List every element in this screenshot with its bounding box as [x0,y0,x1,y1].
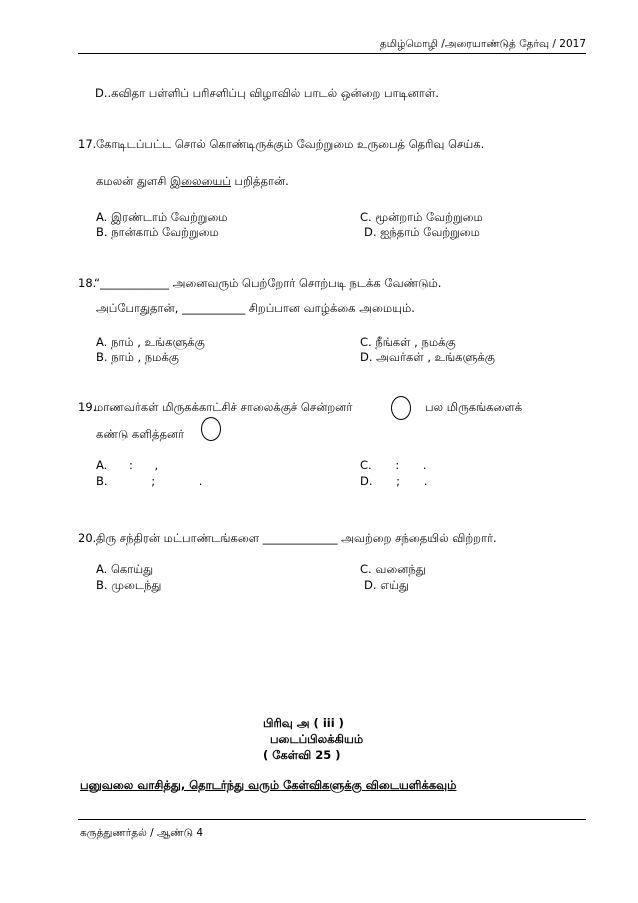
q18-number: 18. [78,276,97,290]
q18-option-c[interactable]: C. நீங்கள் , நமக்கு [360,335,456,349]
q18-option-a[interactable]: A. நாம் , உங்களுக்கு [96,335,205,349]
q19-blank-circle-1[interactable] [391,396,411,420]
q17-sentence-post: பறித்தான். [230,174,289,188]
q20-number: 20. [78,531,97,545]
section-title: பிரிவு அ ( iii ) [263,716,344,730]
q17-option-d[interactable]: D. ஐந்தாம் வேற்றுமை [364,225,480,239]
q19-line2: கண்டு களித்தனர் [96,427,185,441]
q18-line2: அப்போதுதான், ___________ சிறப்பான வாழ்க்கை அமையும். [96,301,415,315]
q19-option-c[interactable]: C. : . [360,458,427,472]
q17-question: கோடிடப்பட்ட சொல் கொண்டிருக்கும் வேற்றுமை உருபைத் தெரிவு செய்க. [96,137,485,151]
q19-blank-circle-2[interactable] [201,417,221,441]
section-instruction: பனுவலை வாசித்து, தொடர்ந்து வரும் கேள்விகளுக்கு விடையளிக்கவும் [80,778,457,792]
q20-question: திரு சந்திரன் மட்பாண்டங்களை _____________ அவற்றை சந்தையில் விற்றார். [96,531,497,545]
section-subtitle: படைப்பிலக்கியம் [270,732,364,746]
q20-option-c[interactable]: C. வனைந்து [360,562,426,576]
q17-underlined-word: இலையைப் [169,174,231,188]
section-marks: ( கேள்வி 25 ) [263,748,341,762]
q19-line1-post: பல மிருகங்களைக் [425,400,523,414]
q19-option-b[interactable]: B. ; . [96,474,203,488]
q17-sentence [96,174,289,188]
q18-option-b[interactable]: B. நாம் , நமக்கு [96,350,179,364]
q20-option-d[interactable]: D. எய்து [364,578,409,592]
page-header: தமிழ்மொழி /அரையாண்டுத் தேர்வு / 2017 [379,38,586,50]
prev-option-d: D..கவிதா பள்ளிப் பரிசளிப்பு விழாவில் பாடல் ஒன்றை பாடினாள். [95,86,439,100]
q17-option-a[interactable]: A. இரண்டாம் வேற்றுமை [96,210,228,224]
q19-option-d[interactable]: D. ; . [360,474,428,488]
q17-number: 17. [78,137,97,151]
q18-line1: “____________ அனைவரும் பெற்றோர் சொற்படி நடக்க வேண்டும். [94,276,442,290]
q19-number: 19. [78,400,97,414]
q17-sentence-pre: கமலன் துளசி [96,174,170,188]
q19-line1-pre: மாணவர்கள் மிருகக்காட்சிச் சாலைக்குச் சென்றனர் [94,400,353,414]
q20-option-a[interactable]: A. கொய்து [96,562,154,576]
footer-rule [78,819,586,820]
q20-option-b[interactable]: B. முடைந்து [96,578,162,592]
q19-option-a[interactable]: A. : , [96,458,159,472]
header-rule [78,53,586,54]
q17-option-c[interactable]: C. மூன்றாம் வேற்றுமை [360,210,483,224]
page-footer: கருத்துணர்தல் / ஆண்டு 4 [80,827,204,839]
q18-option-d[interactable]: D. அவர்கள் , உங்களுக்கு [360,350,495,364]
q17-option-b[interactable]: B. நான்காம் வேற்றுமை [96,225,219,239]
